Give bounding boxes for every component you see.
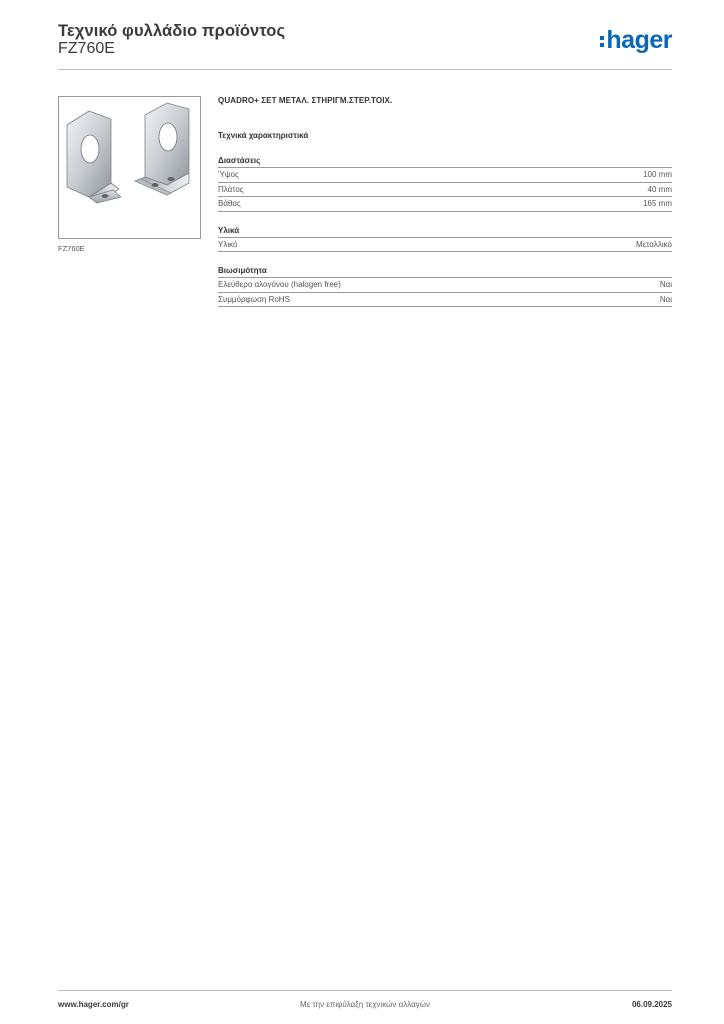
spec-row	[218, 168, 672, 183]
image-caption: FZ760E	[58, 244, 85, 253]
spec-label: Ελεύθερο αλογόνου (halogen free)	[218, 280, 341, 289]
spec-row	[218, 293, 672, 308]
spec-label: Υλικό	[218, 239, 238, 249]
spec-value: Ναι	[659, 294, 672, 304]
document-title: Τεχνικό φυλλάδιο προϊόντος	[58, 22, 286, 40]
spec-row	[218, 183, 672, 198]
spec-content	[218, 96, 672, 307]
spec-label: Πλάτος	[218, 184, 244, 194]
spec-value: 165 mm	[643, 199, 672, 208]
spec-label: Συμμόρφωση RoHS	[218, 294, 290, 304]
spec-row	[218, 238, 672, 253]
spec-value: Ναι	[659, 280, 672, 289]
footer-date: 06.09.2025	[631, 1000, 672, 1009]
hager-logo	[600, 26, 672, 54]
spec-value: 100 mm	[643, 170, 672, 179]
group-title: Υλικά	[218, 226, 672, 238]
logo-dots-icon	[600, 36, 604, 47]
section-title: Τεχνικά χαρακτηριστικά	[218, 131, 309, 140]
spec-value: 40 mm	[647, 184, 672, 194]
page-header	[58, 20, 672, 70]
spec-group-sustainability	[218, 266, 672, 307]
product-image	[58, 96, 201, 239]
group-title: Βιωσιμότητα	[218, 266, 672, 278]
spec-value: Μεταλλικό	[635, 239, 672, 249]
group-title: Διαστάσεις	[218, 156, 672, 168]
spec-row	[218, 278, 672, 293]
footer-note: Με την επιφύλαξη τεχνικών αλλαγών	[300, 1000, 430, 1009]
footer-website-link[interactable]: www.hager.com/gr	[58, 1000, 129, 1009]
spec-label: Βάθος	[218, 199, 241, 208]
logo-text: hager	[606, 25, 672, 54]
product-code: FZ760E	[58, 40, 115, 57]
spec-group-dimensions	[218, 156, 672, 212]
spec-group-materials	[218, 226, 672, 253]
spec-label: Ύψος	[218, 170, 239, 179]
product-name: QUADRO+ ΣΕΤ ΜΕΤΑΛ. ΣΤΗΡΙΓΜ.ΣΤΕΡ.ΤΟΙΧ.	[218, 96, 393, 105]
page-footer	[58, 990, 672, 1010]
spec-row	[218, 197, 672, 212]
metal-mounting-brackets-image	[59, 97, 200, 238]
